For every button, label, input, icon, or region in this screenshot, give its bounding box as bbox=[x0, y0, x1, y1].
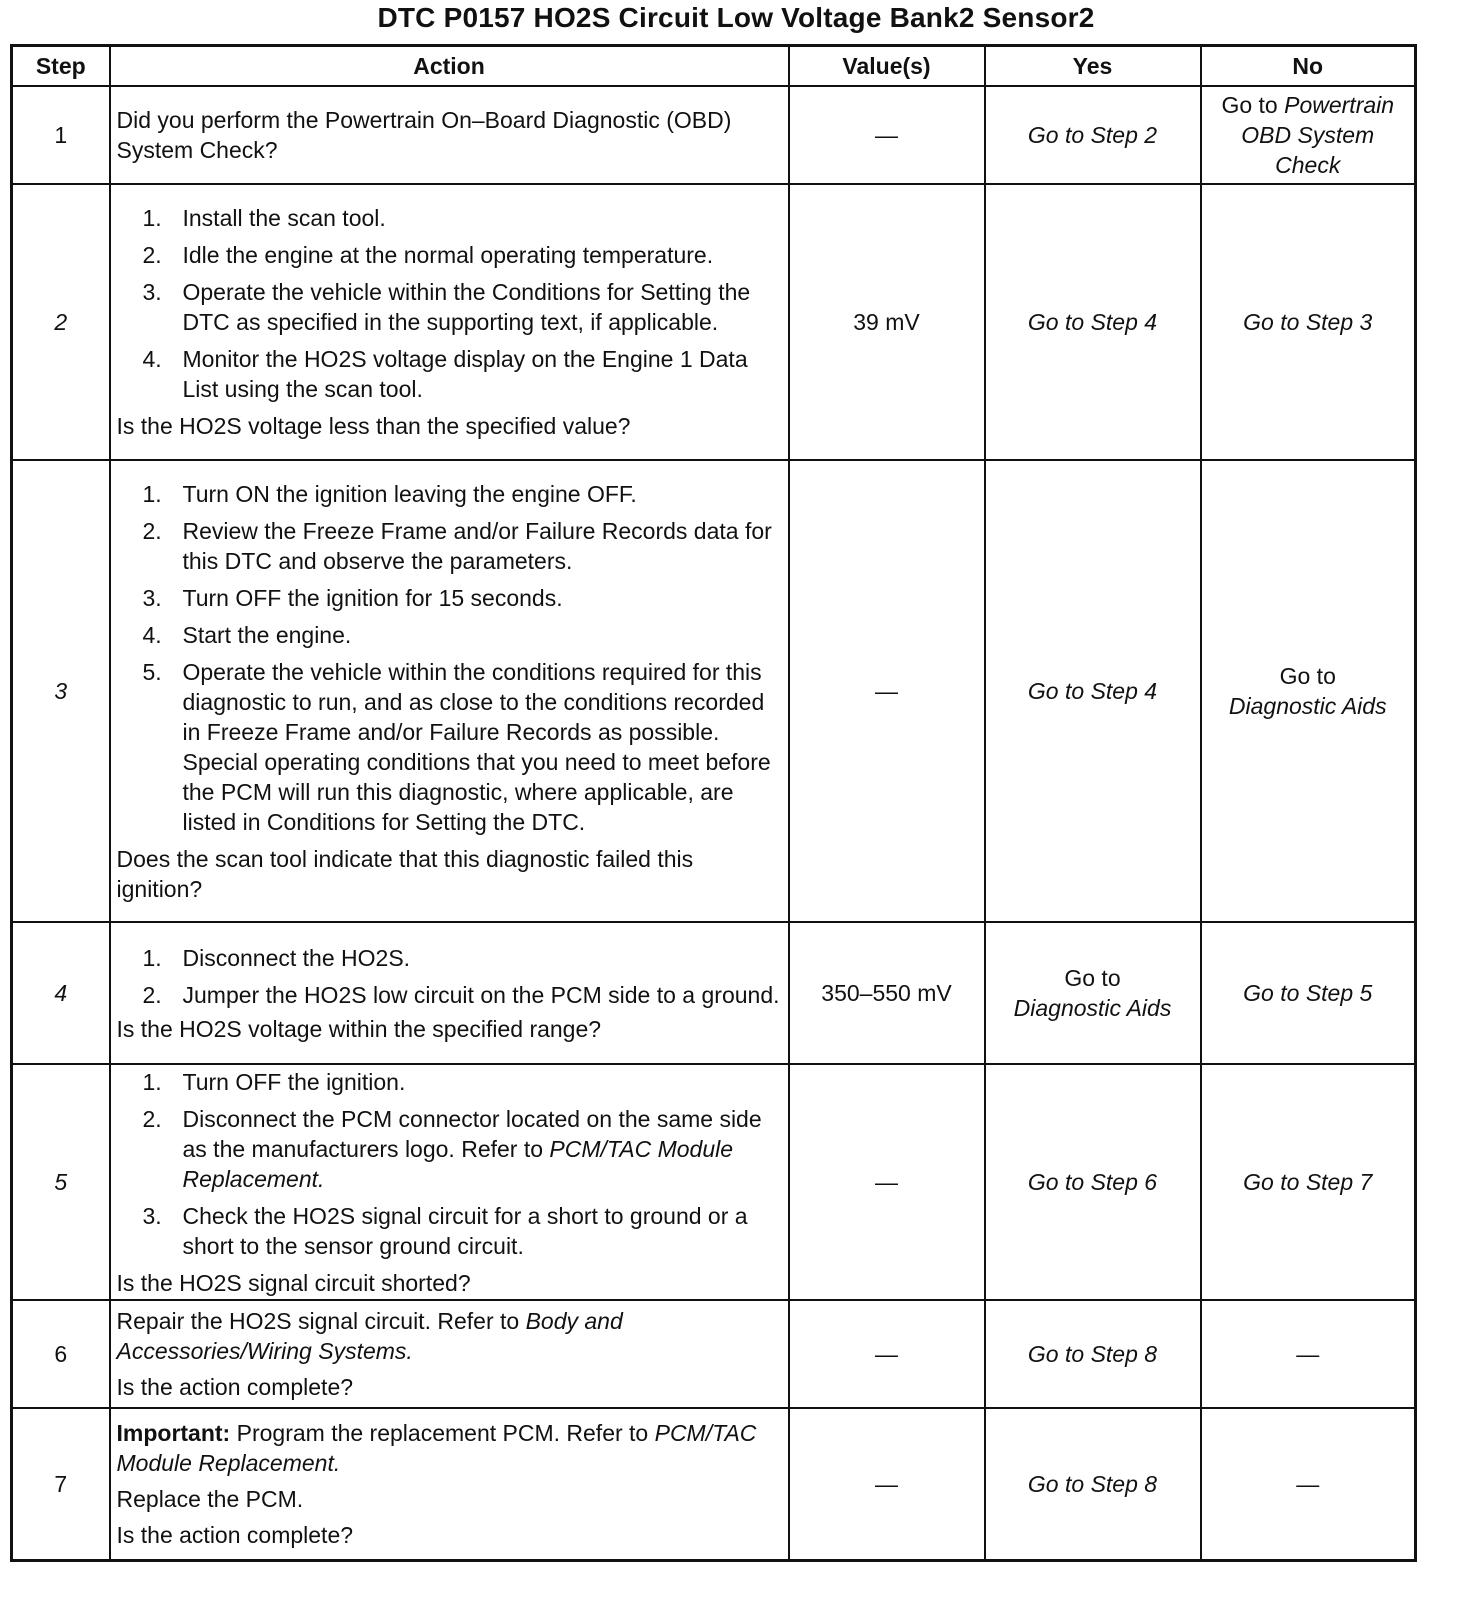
reference-link: PCM/TAC Module Replacement. bbox=[116, 1419, 757, 1476]
action-cell bbox=[110, 1300, 789, 1408]
value-cell: — bbox=[789, 460, 985, 922]
reference-link: Body and Accessories/Wiring Systems. bbox=[116, 1308, 623, 1364]
header-action: Action bbox=[110, 46, 789, 87]
value-cell: 39 mV bbox=[789, 184, 985, 460]
value-cell: — bbox=[789, 1064, 985, 1300]
step-number: 4 bbox=[12, 922, 110, 1064]
yes-cell bbox=[985, 922, 1201, 1064]
header-yes: Yes bbox=[985, 46, 1201, 87]
step-number: 5 bbox=[12, 1064, 110, 1300]
table-row bbox=[12, 1300, 1416, 1408]
action-question: Is the HO2S voltage less than the specified value? bbox=[116, 413, 631, 439]
yes-cell: Go to Step 2 bbox=[985, 86, 1201, 184]
no-text: Go to bbox=[1221, 92, 1278, 118]
no-cell bbox=[1201, 460, 1416, 922]
important-label: Important: bbox=[116, 1419, 231, 1446]
no-cell: Go to Step 3 bbox=[1201, 184, 1416, 460]
table-row bbox=[12, 86, 1416, 184]
important-note: Important: Program the replacement PCM. Refer to PCM/TAC Module Replacement. bbox=[116, 1419, 757, 1476]
action-question: Is the action complete? bbox=[116, 1521, 354, 1548]
list-item: 2. Idle the engine at the normal operating temperature. bbox=[142, 242, 714, 268]
list-item: 1. Disconnect the HO2S. bbox=[142, 944, 411, 971]
action-list bbox=[117, 1067, 782, 1261]
diagnostic-table bbox=[10, 44, 1417, 1562]
header-step: Step bbox=[12, 46, 110, 87]
list-item: 3. Operate the vehicle within the Conditions for Setting the DTC as specified in the supporting text, if applicable. bbox=[142, 279, 751, 335]
yes-cell: Go to Step 8 bbox=[985, 1300, 1201, 1408]
yes-text: Go to bbox=[1064, 965, 1121, 991]
table-row bbox=[12, 922, 1416, 1064]
reference-link: PCM/TAC Module Replacement. bbox=[182, 1135, 734, 1192]
action-cell bbox=[110, 460, 789, 922]
action-question: Does the scan tool indicate that this diagnostic failed this ignition? bbox=[116, 845, 694, 902]
step-number: 7 bbox=[12, 1408, 110, 1560]
list-item: 3. Check the HO2S signal circuit for a short to ground or a short to the sensor ground circuit. bbox=[142, 1202, 748, 1259]
header-no: No bbox=[1201, 46, 1416, 87]
list-item: 2. Jumper the HO2S low circuit on the PCM side to a ground. bbox=[142, 981, 780, 1008]
step-number: 3 bbox=[12, 460, 110, 922]
action-cell bbox=[110, 184, 789, 460]
list-item: 1. Turn OFF the ignition. bbox=[142, 1068, 406, 1095]
list-item: 3. Turn OFF the ignition for 15 seconds. bbox=[142, 584, 563, 611]
action-text: Replace the PCM. bbox=[116, 1485, 304, 1512]
action-question: Is the action complete? bbox=[116, 1374, 354, 1400]
yes-cell: Go to Step 8 bbox=[985, 1408, 1201, 1560]
no-text: Go to bbox=[1279, 663, 1336, 689]
table-row bbox=[12, 460, 1416, 922]
list-item: 1. Install the scan tool. bbox=[142, 205, 386, 231]
value-cell: — bbox=[789, 1408, 985, 1560]
yes-cell: Go to Step 6 bbox=[985, 1064, 1201, 1300]
no-cell: Go to Step 5 bbox=[1201, 922, 1416, 1064]
list-item: 2. Review the Freeze Frame and/or Failure Records data for this DTC and observe the parameters. bbox=[142, 517, 772, 574]
list-item: 1. Turn ON the ignition leaving the engine OFF. bbox=[142, 480, 637, 507]
value-cell: — bbox=[789, 86, 985, 184]
table-row bbox=[12, 184, 1416, 460]
value-cell: — bbox=[789, 1300, 985, 1408]
action-question: Is the HO2S signal circuit shorted? bbox=[116, 1269, 471, 1296]
header-row bbox=[12, 46, 1416, 87]
header-values: Value(s) bbox=[789, 46, 985, 87]
action-cell bbox=[110, 86, 789, 184]
action-question: Is the HO2S voltage within the specified range? bbox=[116, 1015, 602, 1042]
step-number: 1 bbox=[12, 86, 110, 184]
action-list bbox=[117, 943, 782, 1010]
list-item: 4. Start the engine. bbox=[142, 621, 352, 648]
action-cell bbox=[110, 1064, 789, 1300]
yes-cell: Go to Step 4 bbox=[985, 184, 1201, 460]
action-list bbox=[117, 479, 782, 837]
list-item: 5. Operate the vehicle within the conditions required for this diagnostic to run, and as close to the conditions recorded in Freeze Frame and/or Failure Records as possible. Special operating conditions that you need to meet before the PCM will run this diagnostic, where applicable, are listed in Conditions for Setting the DTC. bbox=[142, 658, 771, 835]
value-cell: 350–550 mV bbox=[789, 922, 985, 1064]
list-item: 2. Disconnect the PCM connector located on the same side as the manufacturers logo. Refer to PCM/TAC Module Replacement. bbox=[142, 1105, 762, 1192]
no-cell: — bbox=[1201, 1300, 1416, 1408]
table-row bbox=[12, 1408, 1416, 1560]
no-reference: Powertrain OBD System Check bbox=[1241, 92, 1395, 178]
no-cell: — bbox=[1201, 1408, 1416, 1560]
action-list bbox=[117, 203, 782, 404]
action-text: Repair the HO2S signal circuit. Refer to Body and Accessories/Wiring Systems. bbox=[116, 1308, 623, 1364]
yes-reference: Diagnostic Aids bbox=[1013, 995, 1172, 1021]
action-text: Did you perform the Powertrain On–Board Diagnostic (OBD) System Check? bbox=[116, 107, 732, 163]
list-item: 4. Monitor the HO2S voltage display on the Engine 1 Data List using the scan tool. bbox=[142, 346, 748, 402]
no-cell bbox=[1201, 86, 1416, 184]
table-row bbox=[12, 1064, 1416, 1300]
step-number: 6 bbox=[12, 1300, 110, 1408]
action-cell bbox=[110, 1408, 789, 1560]
action-cell bbox=[110, 922, 789, 1064]
no-reference: Diagnostic Aids bbox=[1228, 693, 1387, 719]
no-cell: Go to Step 7 bbox=[1201, 1064, 1416, 1300]
step-number: 2 bbox=[12, 184, 110, 460]
page-title: DTC P0157 HO2S Circuit Low Voltage Bank2 Sensor2 bbox=[377, 2, 1095, 33]
yes-cell: Go to Step 4 bbox=[985, 460, 1201, 922]
